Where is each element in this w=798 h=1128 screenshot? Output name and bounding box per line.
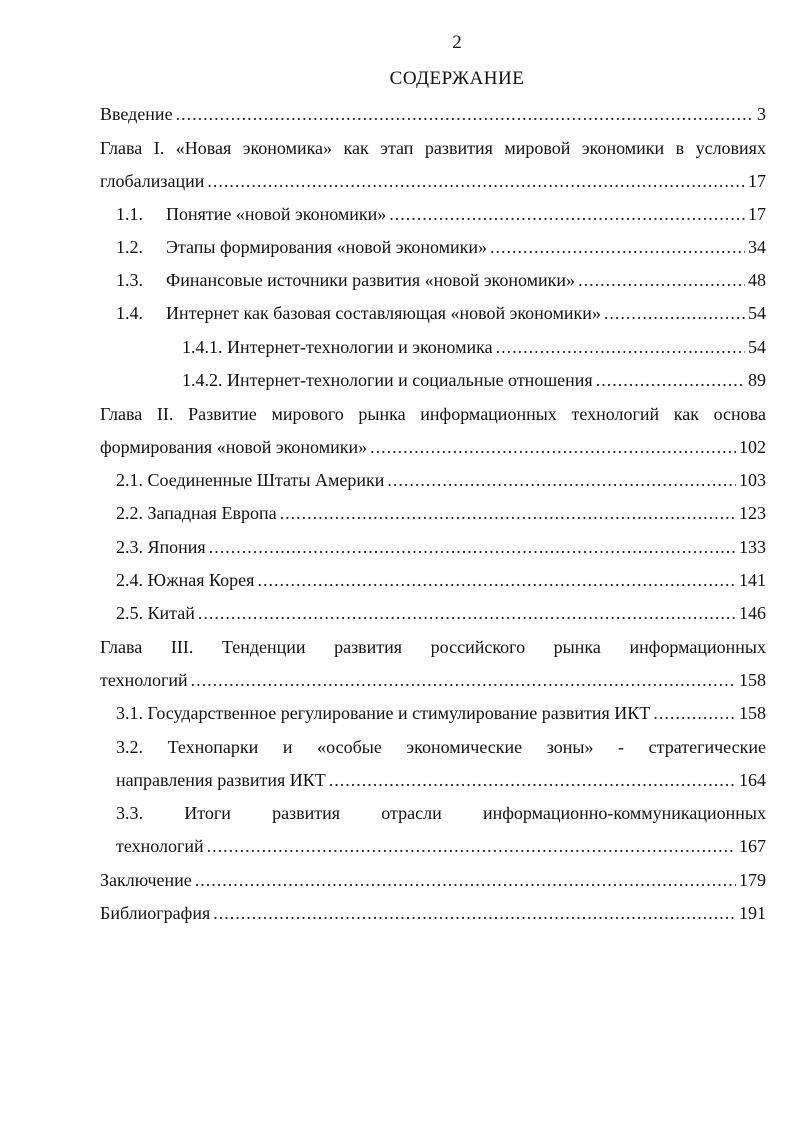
- toc-entry-3-2-line2[interactable]: [116, 767, 766, 793]
- toc-entry-3-2-line1[interactable]: [116, 734, 766, 760]
- toc-page: 17: [748, 204, 766, 224]
- toc-label: Понятие «новой экономики»: [166, 204, 387, 224]
- word: Развитие: [188, 404, 257, 424]
- word: Технопарки: [167, 737, 259, 757]
- toc-page: 158: [739, 703, 766, 723]
- word: 3.3.: [116, 803, 143, 823]
- toc-entry-3-3-line1[interactable]: [116, 800, 766, 826]
- leader-dots: [653, 700, 736, 726]
- word: этап: [380, 138, 414, 158]
- toc-entry-3-1[interactable]: [116, 700, 766, 726]
- toc-number: 1.2.: [116, 237, 143, 257]
- toc-page: 103: [739, 470, 766, 490]
- word: Глава: [100, 637, 143, 657]
- leader-dots: [195, 867, 736, 893]
- toc-label: 1.4.2. Интернет-технологии и социальные отношения: [182, 370, 593, 390]
- page-number: 2: [452, 32, 462, 53]
- toc-label: технологий: [100, 670, 188, 690]
- toc-page: 158: [739, 670, 766, 690]
- word: 3.2.: [116, 737, 143, 757]
- leader-dots: [596, 367, 745, 393]
- toc-label: 2.2. Западная Европа: [116, 503, 277, 523]
- toc-entry-bibliography[interactable]: [100, 900, 766, 926]
- toc-page: 167: [739, 836, 766, 856]
- toc-label: формирования «новой экономики»: [100, 437, 368, 457]
- toc-label: Интернет как базовая составляющая «новой экономики»: [166, 303, 601, 323]
- toc-label: Библиография: [100, 903, 211, 923]
- word: развития: [334, 637, 403, 657]
- word: «особые: [317, 737, 382, 757]
- word: стратегические: [648, 737, 766, 757]
- toc-label: направления развития ИКТ: [116, 770, 326, 790]
- word: рынка: [553, 637, 601, 657]
- toc-page: 89: [748, 370, 766, 390]
- toc-label: 1.4.1. Интернет-технологии и экономика: [182, 337, 493, 357]
- word: Глава: [100, 138, 143, 158]
- toc-page: 54: [748, 303, 766, 323]
- toc-label: Этапы формирования «новой экономики»: [166, 237, 488, 257]
- toc-chapter-3-line2[interactable]: [100, 667, 766, 693]
- word: отрасли: [381, 803, 442, 823]
- toc-entry-3-3-line2[interactable]: [116, 833, 766, 859]
- word: экономики: [581, 138, 665, 158]
- leader-dots: [578, 267, 745, 293]
- leader-dots: [213, 900, 736, 926]
- leader-dots: [207, 833, 736, 859]
- toc-label: 2.3. Япония: [116, 537, 206, 557]
- toc-chapter-3-line1[interactable]: [100, 634, 766, 660]
- toc-entry-intro[interactable]: [100, 101, 766, 127]
- leader-dots: [387, 467, 736, 493]
- toc-entry-1-4-1[interactable]: [182, 334, 766, 360]
- word: зоны»: [546, 737, 594, 757]
- toc-entry-2-2[interactable]: [116, 500, 766, 526]
- toc-label: 2.1. Соединенные Штаты Америки: [116, 470, 385, 490]
- word: Глава: [100, 404, 143, 424]
- toc-page: 133: [739, 537, 766, 557]
- leader-dots: [329, 767, 736, 793]
- word: мировой: [504, 138, 571, 158]
- toc-entry-2-4[interactable]: [116, 567, 766, 593]
- leader-dots: [389, 201, 745, 227]
- toc-entry-2-5[interactable]: [116, 600, 766, 626]
- word: экономические: [406, 737, 523, 757]
- toc-label: технологий: [116, 836, 204, 856]
- toc-page: 146: [739, 603, 766, 623]
- word: и: [282, 737, 293, 757]
- word: технологий: [571, 404, 660, 424]
- word: в: [675, 138, 685, 158]
- word: рынка: [358, 404, 406, 424]
- toc-entry-1-4[interactable]: [116, 300, 766, 326]
- word: условиях: [695, 138, 766, 158]
- word: мирового: [271, 404, 344, 424]
- toc-chapter-2-line2[interactable]: [100, 434, 766, 460]
- toc-page: 54: [748, 337, 766, 357]
- word: как: [673, 404, 699, 424]
- word: Итоги: [184, 803, 231, 823]
- toc-chapter-1-line2[interactable]: [100, 168, 766, 194]
- toc-entry-1-2[interactable]: [116, 234, 766, 260]
- toc-entry-1-1[interactable]: [116, 201, 766, 227]
- word: «Новая: [175, 138, 232, 158]
- word: информационно-коммуникационных: [482, 803, 766, 823]
- toc-page: 123: [739, 503, 766, 523]
- toc-label: глобализации: [100, 171, 205, 191]
- toc-page: 191: [739, 903, 766, 923]
- word: экономика»: [242, 138, 333, 158]
- leader-dots: [176, 101, 754, 127]
- word: как: [343, 138, 369, 158]
- word: развития: [272, 803, 341, 823]
- toc-entry-conclusion[interactable]: [100, 867, 766, 893]
- leader-dots: [209, 534, 736, 560]
- toc-number: 1.3.: [116, 270, 143, 290]
- page-title: СОДЕРЖАНИЕ: [389, 68, 525, 89]
- word: -: [618, 737, 625, 757]
- toc-label: Введение: [100, 104, 173, 124]
- toc-label: Заключение: [100, 870, 192, 890]
- toc-page: 17: [748, 171, 766, 191]
- toc-label: 2.5. Китай: [116, 603, 195, 623]
- word: российского: [430, 637, 526, 657]
- leader-dots: [490, 234, 745, 260]
- toc-label: 3.1. Государственное регулирование и стимулирование развития ИКТ: [116, 703, 651, 723]
- toc-chapter-1-line1[interactable]: [100, 135, 766, 161]
- word: основа: [713, 404, 766, 424]
- word: информационных: [629, 637, 766, 657]
- word: I.: [153, 138, 165, 158]
- leader-dots: [191, 667, 736, 693]
- leader-dots: [496, 334, 745, 360]
- toc-entry-2-3[interactable]: [116, 534, 766, 560]
- leader-dots: [604, 300, 745, 326]
- toc-entry-1-4-2[interactable]: [182, 367, 766, 393]
- toc-page: 48: [748, 270, 766, 290]
- word: III.: [170, 637, 194, 657]
- toc-number: 1.4.: [116, 303, 143, 323]
- leader-dots: [198, 600, 736, 626]
- word: информационных: [420, 404, 557, 424]
- toc-page: 179: [739, 870, 766, 890]
- toc-chapter-2-line1[interactable]: [100, 401, 766, 427]
- toc-page: 164: [739, 770, 766, 790]
- toc-label: Финансовые источники развития «новой экономики»: [166, 270, 576, 290]
- word: II.: [156, 404, 174, 424]
- toc-page: 3: [757, 104, 766, 124]
- toc-page: 34: [748, 237, 766, 257]
- toc-entry-1-3[interactable]: [116, 267, 766, 293]
- toc-page: 141: [739, 570, 766, 590]
- toc-page: 102: [739, 437, 766, 457]
- leader-dots: [370, 434, 736, 460]
- word: развития: [424, 138, 493, 158]
- leader-dots: [257, 567, 736, 593]
- leader-dots: [207, 168, 745, 194]
- word: Тенденции: [221, 637, 306, 657]
- toc-number: 1.1.: [116, 204, 143, 224]
- toc-label: 2.4. Южная Корея: [116, 570, 255, 590]
- leader-dots: [280, 500, 736, 526]
- toc-entry-2-1[interactable]: [116, 467, 766, 493]
